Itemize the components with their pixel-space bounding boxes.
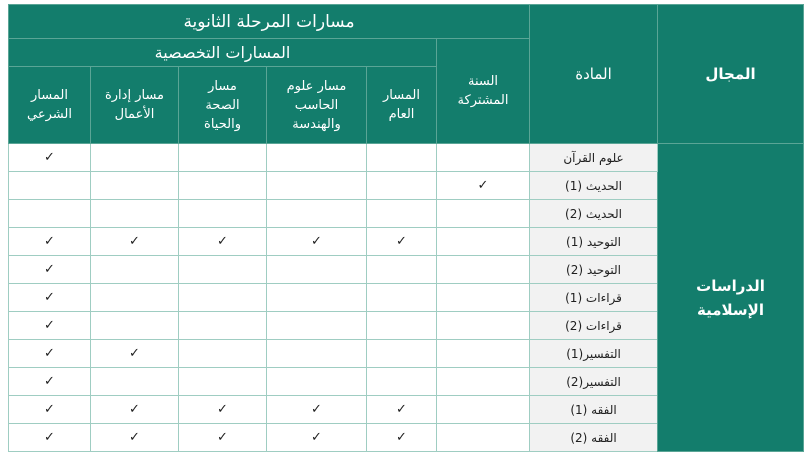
check-icon: ✓ — [311, 430, 322, 445]
header-col-health-line-3: والحياة — [204, 116, 241, 132]
header-domain: المجال — [658, 5, 804, 144]
cell-sharia — [9, 284, 91, 312]
cell-business — [91, 200, 179, 228]
cell-common-year — [437, 340, 530, 368]
header-col-general — [367, 67, 437, 144]
cell-business — [91, 256, 179, 284]
cell-computing — [267, 256, 367, 284]
cell-sharia — [9, 172, 91, 200]
cell-health — [179, 172, 267, 200]
header-row-1 — [9, 5, 804, 39]
subject-cell: الفقه (2) — [530, 424, 658, 452]
cell-general — [367, 312, 437, 340]
header-col-sharia-line-2: الشرعي — [27, 107, 72, 122]
cell-health — [179, 312, 267, 340]
cell-sharia — [9, 424, 91, 452]
cell-common-year — [437, 284, 530, 312]
check-icon: ✓ — [44, 402, 55, 417]
cell-common-year — [437, 228, 530, 256]
header-common-year-line-2: المشتركة — [457, 93, 509, 108]
table-body — [9, 5, 804, 452]
cell-business — [91, 340, 179, 368]
cell-health — [179, 340, 267, 368]
domain-cell — [658, 144, 804, 452]
check-icon: ✓ — [44, 318, 55, 333]
cell-common-year — [437, 172, 530, 200]
cell-general — [367, 424, 437, 452]
cell-sharia — [9, 340, 91, 368]
subject-cell: الحديث (2) — [530, 200, 658, 228]
check-icon: ✓ — [217, 402, 228, 417]
cell-sharia — [9, 256, 91, 284]
cell-health — [179, 368, 267, 396]
cell-general — [367, 172, 437, 200]
domain-label-line: الإسلامية — [697, 300, 764, 319]
cell-sharia — [9, 144, 91, 172]
cell-general — [367, 200, 437, 228]
header-col-computing-line-1: مسار علوم — [286, 78, 347, 94]
cell-common-year — [437, 312, 530, 340]
header-col-general-line-2: العام — [388, 107, 415, 122]
cell-health — [179, 200, 267, 228]
header-col-computing — [267, 67, 367, 144]
subject-cell: علوم القرآن — [530, 144, 658, 172]
check-icon: ✓ — [311, 234, 322, 249]
cell-computing — [267, 312, 367, 340]
cell-health — [179, 228, 267, 256]
cell-computing — [267, 284, 367, 312]
cell-computing — [267, 228, 367, 256]
subject-cell: التفسير(1) — [530, 340, 658, 368]
cell-business — [91, 424, 179, 452]
cell-computing — [267, 424, 367, 452]
subject-cell: التوحيد (2) — [530, 256, 658, 284]
cell-common-year — [437, 144, 530, 172]
header-subject: المادة — [530, 5, 658, 144]
header-col-sharia-line-1: المسار — [31, 88, 68, 103]
subject-cell: قراءات (2) — [530, 312, 658, 340]
cell-general — [367, 228, 437, 256]
check-icon: ✓ — [217, 430, 228, 445]
cell-common-year — [437, 396, 530, 424]
check-icon: ✓ — [129, 430, 140, 445]
cell-sharia — [9, 228, 91, 256]
header-col-computing-line-3: والهندسة — [292, 116, 341, 132]
check-icon: ✓ — [129, 402, 140, 417]
check-icon: ✓ — [44, 290, 55, 305]
header-col-general-line-1: المسار — [383, 88, 420, 103]
subject-cell: قراءات (1) — [530, 284, 658, 312]
header-col-health — [179, 67, 267, 144]
header-secondary-tracks: مسارات المرحلة الثانوية — [9, 5, 530, 39]
header-common-year-line-1: السنة — [467, 74, 499, 89]
subject-cell: الفقه (1) — [530, 396, 658, 424]
cell-business — [91, 396, 179, 424]
header-col-business-line-2: الأعمال — [114, 107, 155, 122]
cell-common-year — [437, 200, 530, 228]
check-icon: ✓ — [44, 150, 55, 165]
header-col-business-line-1: مسار إدارة — [104, 88, 165, 103]
check-icon: ✓ — [396, 234, 407, 249]
cell-general — [367, 340, 437, 368]
cell-health — [179, 256, 267, 284]
check-icon: ✓ — [44, 262, 55, 277]
cell-common-year — [437, 368, 530, 396]
header-col-health-line-1: مسار — [208, 78, 237, 94]
cell-sharia — [9, 368, 91, 396]
check-icon: ✓ — [311, 402, 322, 417]
header-col-health-line-2: الصحة — [205, 97, 240, 113]
check-icon: ✓ — [129, 234, 140, 249]
cell-computing — [267, 396, 367, 424]
check-icon: ✓ — [44, 374, 55, 389]
cell-general — [367, 396, 437, 424]
cell-health — [179, 424, 267, 452]
curriculum-table — [8, 4, 804, 452]
cell-health — [179, 284, 267, 312]
cell-computing — [267, 200, 367, 228]
cell-computing — [267, 172, 367, 200]
cell-general — [367, 256, 437, 284]
cell-sharia — [9, 200, 91, 228]
cell-general — [367, 144, 437, 172]
cell-health — [179, 396, 267, 424]
cell-computing — [267, 340, 367, 368]
subject-cell: التوحيد (1) — [530, 228, 658, 256]
cell-sharia — [9, 396, 91, 424]
check-icon: ✓ — [217, 234, 228, 249]
check-icon: ✓ — [396, 402, 407, 417]
check-icon: ✓ — [396, 430, 407, 445]
table-row — [9, 144, 804, 172]
cell-business — [91, 312, 179, 340]
check-icon: ✓ — [129, 346, 140, 361]
header-specialized-tracks: المسارات التخصصية — [9, 39, 437, 67]
check-icon: ✓ — [44, 430, 55, 445]
cell-business — [91, 144, 179, 172]
cell-business — [91, 368, 179, 396]
header-common-year — [437, 39, 530, 144]
cell-computing — [267, 144, 367, 172]
cell-common-year — [437, 256, 530, 284]
header-col-sharia — [9, 67, 91, 144]
cell-general — [367, 368, 437, 396]
cell-business — [91, 172, 179, 200]
check-icon: ✓ — [44, 346, 55, 361]
cell-sharia — [9, 312, 91, 340]
header-col-computing-line-2: الحاسب — [294, 97, 339, 113]
cell-general — [367, 284, 437, 312]
domain-label-line: الدراسات — [696, 276, 765, 295]
cell-common-year — [437, 424, 530, 452]
cell-business — [91, 284, 179, 312]
cell-computing — [267, 368, 367, 396]
cell-business — [91, 228, 179, 256]
subject-cell: التفسير(2) — [530, 368, 658, 396]
subject-cell: الحديث (1) — [530, 172, 658, 200]
header-col-business — [91, 67, 179, 144]
check-icon: ✓ — [44, 234, 55, 249]
cell-health — [179, 144, 267, 172]
check-icon: ✓ — [477, 178, 489, 193]
